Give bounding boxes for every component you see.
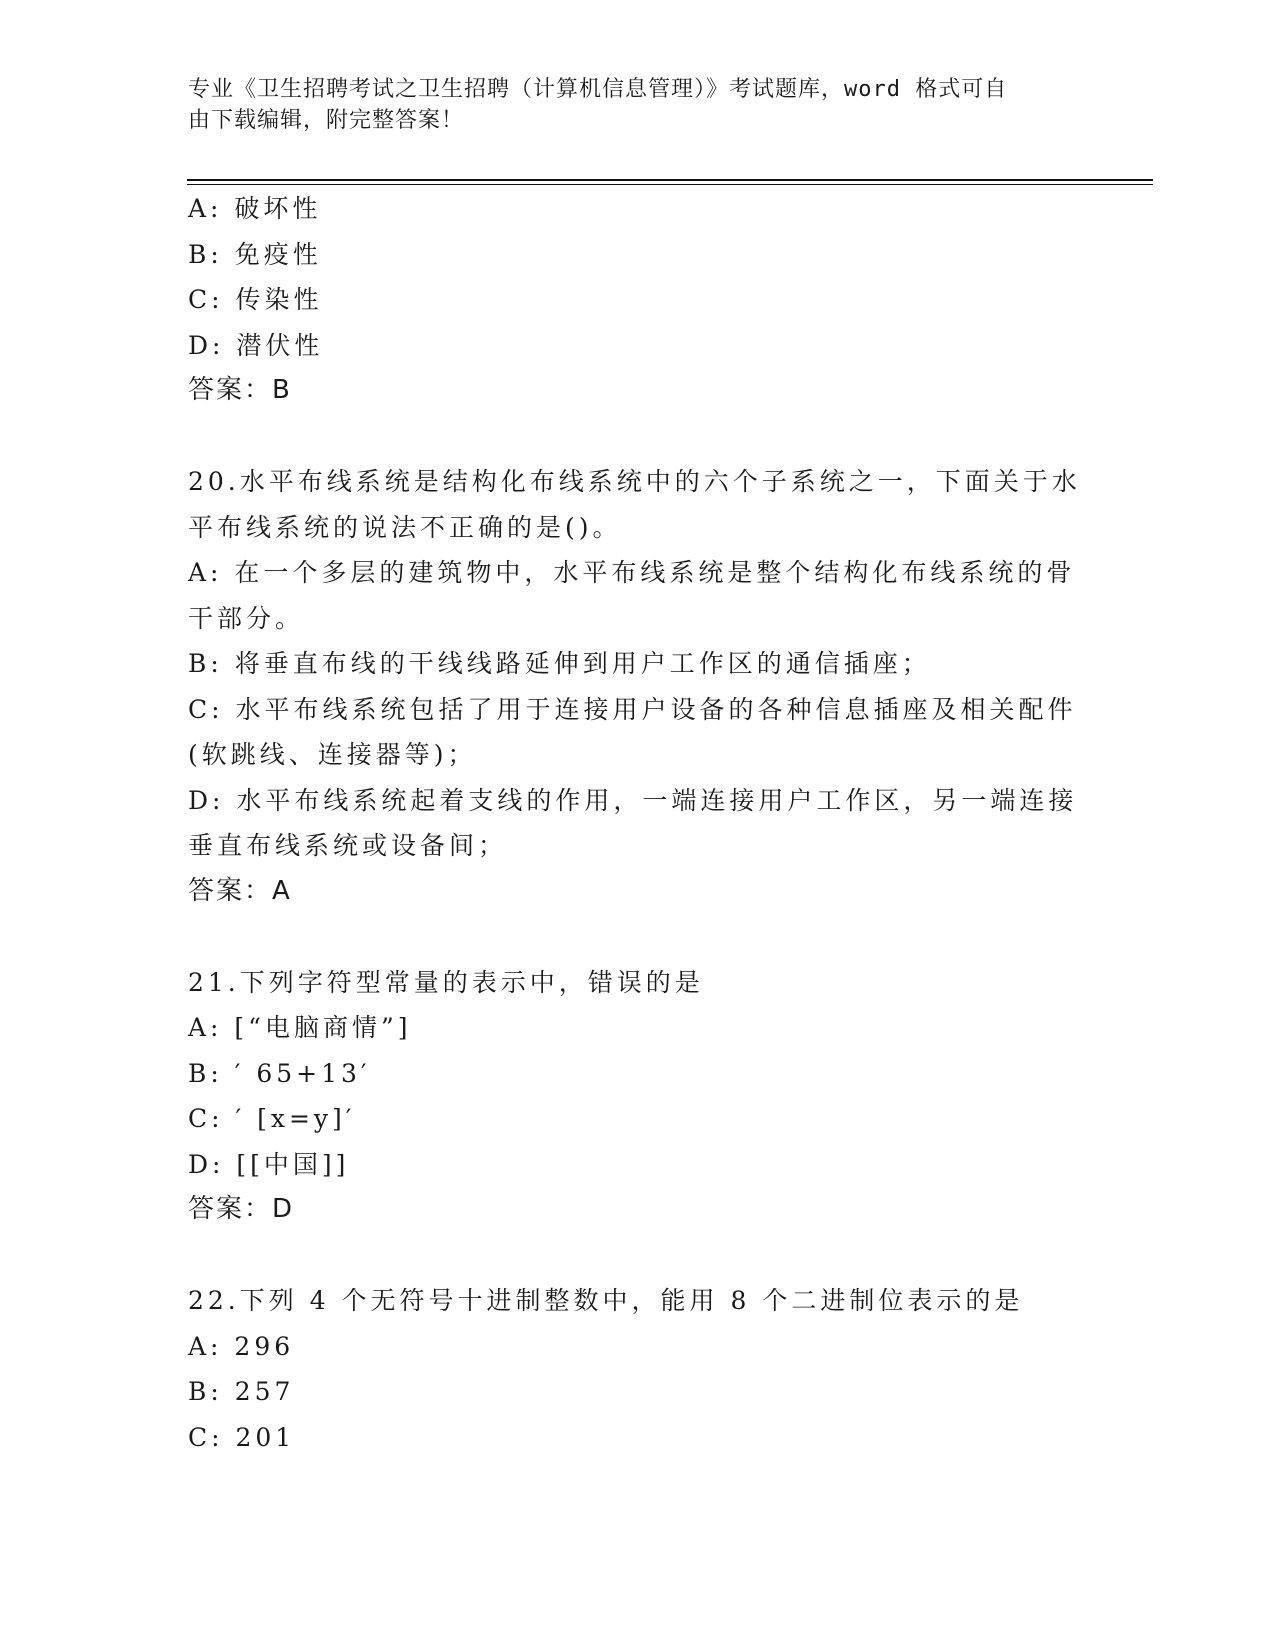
header-divider-thick bbox=[187, 179, 1153, 181]
question-21-block bbox=[188, 960, 1078, 1233]
question-22-block bbox=[188, 1278, 1078, 1460]
option-b: B: 免疫性 bbox=[188, 239, 322, 269]
question-stem-line: 平布线系统的说法不正确的是()。 bbox=[188, 512, 622, 542]
option-a: A: 在一个多层的建筑物中，水平布线系统是整个结构化布线系统的骨 bbox=[188, 558, 1076, 587]
question-stem: 22.下列 4 个无符号十进制整数中，能用 8 个二进制位表示的是 bbox=[188, 1286, 1024, 1315]
option-d: D: 潜伏性 bbox=[188, 330, 324, 360]
option-a: A: [“电脑商情”] bbox=[188, 1013, 412, 1042]
option-c-continued: (软跳线、连接器等)； bbox=[188, 740, 477, 769]
document-header bbox=[188, 74, 1068, 136]
option-a: A: 296 bbox=[188, 1331, 295, 1361]
question-19-block bbox=[188, 186, 1078, 414]
option-c: C: 传染性 bbox=[188, 285, 323, 314]
answer-line: 答案：B bbox=[188, 375, 292, 405]
option-d-continued: 垂直布线系统或设备间； bbox=[188, 831, 508, 860]
option-c: C: 水平布线系统包括了用于连接用户设备的各种信息插座及相关配件 bbox=[188, 694, 1077, 724]
option-d: D: 水平布线系统起着支线的作用，一端连接用户工作区，另一端连接 bbox=[188, 785, 1078, 815]
question-content bbox=[188, 186, 1081, 1460]
question-20-block bbox=[188, 459, 1081, 914]
option-b: B: ′ 65+13′ bbox=[188, 1058, 371, 1088]
option-b: B: 257 bbox=[188, 1377, 295, 1406]
header-divider-thin bbox=[187, 184, 1153, 185]
question-gap bbox=[188, 914, 1078, 960]
question-stem-line: 20.水平布线系统是结构化布线系统中的六个子系统之一，下面关于水 bbox=[188, 467, 1081, 496]
answer-line: 答案：A bbox=[188, 875, 292, 906]
option-c: C: 201 bbox=[188, 1422, 296, 1452]
header-line-2: 由下载编辑，附完整答案！ bbox=[188, 108, 465, 133]
header-line-1: 专业《卫生招聘考试之卫生招聘（计算机信息管理）》考试题库，word 格式可自 bbox=[188, 77, 1008, 102]
option-a-continued: 干部分。 bbox=[188, 603, 305, 633]
question-gap bbox=[188, 414, 1078, 460]
question-gap bbox=[188, 1233, 1078, 1279]
option-d: D: [[中国]] bbox=[188, 1149, 350, 1179]
question-stem: 21.下列字符型常量的表示中，错误的是 bbox=[188, 967, 704, 997]
option-a: A: 破坏性 bbox=[188, 194, 322, 223]
answer-line: 答案：D bbox=[188, 1194, 295, 1224]
option-b: B: 将垂直布线的干线线路延伸到用户工作区的通信插座； bbox=[188, 649, 931, 678]
option-c: C: ′ [x=y]′ bbox=[188, 1104, 356, 1133]
